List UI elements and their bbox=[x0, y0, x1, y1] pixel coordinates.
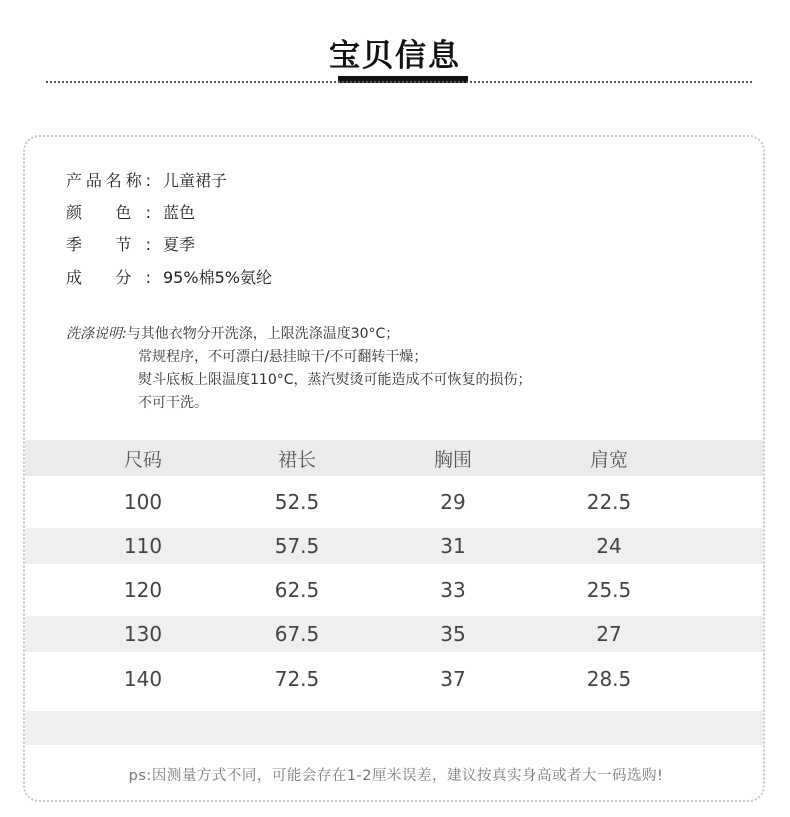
table-cell: 120 bbox=[123, 578, 163, 602]
wash-text: 与其他衣物分开洗涤，上限洗涤温度30°C； bbox=[126, 326, 400, 342]
table-cell: 57.5 bbox=[274, 534, 320, 558]
spec-value: 95%棉5%氨纶 bbox=[163, 267, 272, 287]
wash-line bbox=[66, 323, 532, 346]
table-cell: 29 bbox=[440, 490, 466, 514]
table-blank-row bbox=[25, 711, 765, 745]
table-header-row bbox=[25, 440, 765, 476]
washing-instructions bbox=[66, 323, 532, 415]
measurement-note: ps:因测量方式不同，可能会存在1-2厘米误差，建议按真实身高或者大一码选购! bbox=[128, 768, 664, 784]
spec-value: 儿童裙子 bbox=[163, 170, 228, 190]
table-cell: 35 bbox=[440, 622, 466, 646]
dotted-divider bbox=[46, 81, 752, 83]
column-header: 尺码 bbox=[123, 448, 162, 471]
table-cell: 22.5 bbox=[586, 490, 632, 514]
table-row bbox=[25, 528, 765, 564]
table-cell: 31 bbox=[440, 534, 466, 558]
table-cell: 24 bbox=[596, 534, 622, 558]
spec-row-color bbox=[66, 199, 195, 223]
table-cell: 27 bbox=[596, 622, 622, 646]
product-info-card bbox=[23, 135, 765, 802]
table-cell: 25.5 bbox=[586, 578, 632, 602]
table-cell: 28.5 bbox=[586, 667, 632, 691]
table-cell: 33 bbox=[440, 578, 466, 602]
wash-line: 熨斗底板上限温度110°C，蒸汽熨烫可能造成不可恢复的损伤； bbox=[138, 372, 532, 388]
spec-label: 成 分: bbox=[66, 267, 151, 287]
size-table bbox=[25, 440, 765, 706]
table-row bbox=[25, 616, 765, 652]
table-cell: 72.5 bbox=[274, 667, 320, 691]
spec-label: 产品名称: bbox=[66, 170, 151, 190]
spec-label: 季 节: bbox=[66, 234, 151, 254]
spec-value: 夏季 bbox=[163, 234, 196, 254]
spec-row-name bbox=[66, 167, 227, 191]
table-row bbox=[25, 652, 765, 706]
table-cell: 130 bbox=[123, 622, 163, 646]
header bbox=[0, 0, 790, 100]
table-row bbox=[25, 476, 765, 528]
page-title: 宝贝信息 bbox=[329, 38, 461, 74]
table-cell: 52.5 bbox=[274, 490, 320, 514]
column-header: 裙长 bbox=[277, 448, 316, 471]
spec-row-season bbox=[66, 231, 195, 255]
column-header: 胸围 bbox=[433, 448, 472, 471]
wash-heading: 洗涤说明: bbox=[66, 326, 127, 342]
table-row bbox=[25, 564, 765, 616]
table-cell: 140 bbox=[123, 667, 163, 691]
table-cell: 110 bbox=[123, 534, 163, 558]
wash-line: 常规程序，不可漂白/悬挂晾干/不可翻转干燥； bbox=[138, 349, 428, 365]
column-header: 肩宽 bbox=[589, 448, 628, 471]
table-cell: 100 bbox=[123, 490, 163, 514]
spec-row-composition bbox=[66, 264, 272, 288]
wash-line: 不可干洗。 bbox=[138, 395, 208, 411]
spec-label: 颜 色: bbox=[66, 202, 151, 222]
table-cell: 37 bbox=[440, 667, 466, 691]
table-cell: 67.5 bbox=[274, 622, 320, 646]
table-cell: 62.5 bbox=[274, 578, 320, 602]
spec-value: 蓝色 bbox=[163, 202, 196, 222]
